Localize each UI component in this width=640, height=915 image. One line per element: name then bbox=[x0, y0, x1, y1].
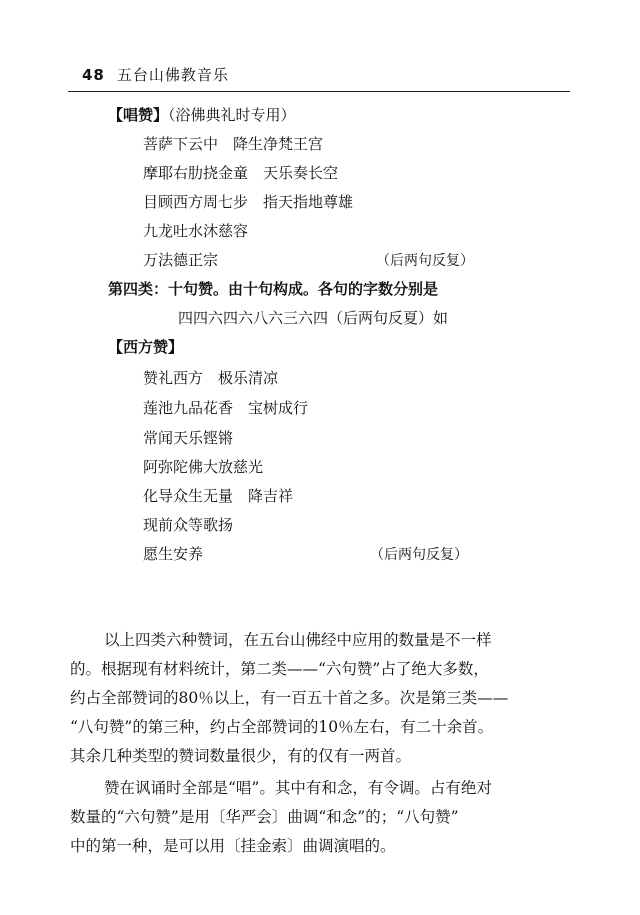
body-text-line: “八句赞”的第三种，约占全部赞词的10％左右，有二十余首。 bbox=[70, 718, 494, 736]
body-text-line: 约占全部赞词的80％以上，有一百五十首之多。次是第三类—— bbox=[70, 689, 509, 707]
verse-line: 愿生安养 bbox=[143, 545, 204, 563]
page-number: 48 bbox=[82, 66, 105, 84]
verse-line: 化导众生无量 降吉祥 bbox=[143, 487, 294, 505]
verse-line: 目顾西方周七步 指天指地尊雄 bbox=[143, 193, 354, 211]
body-text-line: 的。根据现有材料统计，第二类——“六句赞”占了绝大多数， bbox=[70, 660, 489, 678]
hymn-title: 【唱赞】 bbox=[108, 106, 169, 124]
body-text-line: 中的第一种，是可以用〔挂金索〕曲调演唱的。 bbox=[70, 837, 396, 855]
verse-line: 莲池九品花香 宝树成行 bbox=[143, 399, 309, 417]
body-text-line: 赞在讽诵时全部是“唱”。其中有和念，有令调。占有绝对 bbox=[104, 779, 492, 797]
category-pattern: 四四六四六八六三六四（后两句反夏）如 bbox=[178, 309, 449, 327]
category-heading: 第四类：十句赞。由十句构成。各句的字数分别是 bbox=[108, 280, 439, 298]
body-text-line: 其余几种类型的赞词数量很少，有的仅有一两首。 bbox=[70, 747, 412, 765]
repeat-note: （后两句反复） bbox=[376, 253, 474, 269]
body-text-line: 数量的“六句赞”是用〔华严会〕曲调“和念”的；“八句赞” bbox=[70, 808, 459, 826]
running-header bbox=[82, 64, 229, 85]
verse-line: 万法德正宗 bbox=[143, 251, 219, 269]
hymn-subtitle: （浴佛典礼时专用） bbox=[168, 106, 296, 124]
verse-line: 阿弥陀佛大放慈光 bbox=[143, 458, 264, 476]
hymn-heading-changzan bbox=[108, 104, 296, 125]
book-title: 五台山佛教音乐 bbox=[116, 66, 229, 84]
body-text-line: 以上四类六种赞词，在五台山佛经中应用的数量是不一样 bbox=[104, 631, 492, 649]
verse-line: 现前众等歌扬 bbox=[143, 516, 234, 534]
verse-line: 菩萨下云中 降生净梵王宫 bbox=[143, 135, 324, 153]
verse-line: 赞礼西方 极乐清凉 bbox=[143, 369, 279, 387]
verse-line: 摩耶右肋挠金童 天乐奏长空 bbox=[143, 164, 339, 182]
verse-line: 九龙吐水沐慈容 bbox=[143, 222, 249, 240]
header-rule bbox=[68, 91, 570, 92]
hymn-title-xifang: 【西方赞】 bbox=[108, 338, 184, 356]
repeat-note: （后两句反复） bbox=[370, 547, 468, 563]
verse-line: 常闻天乐铿锵 bbox=[143, 429, 234, 447]
